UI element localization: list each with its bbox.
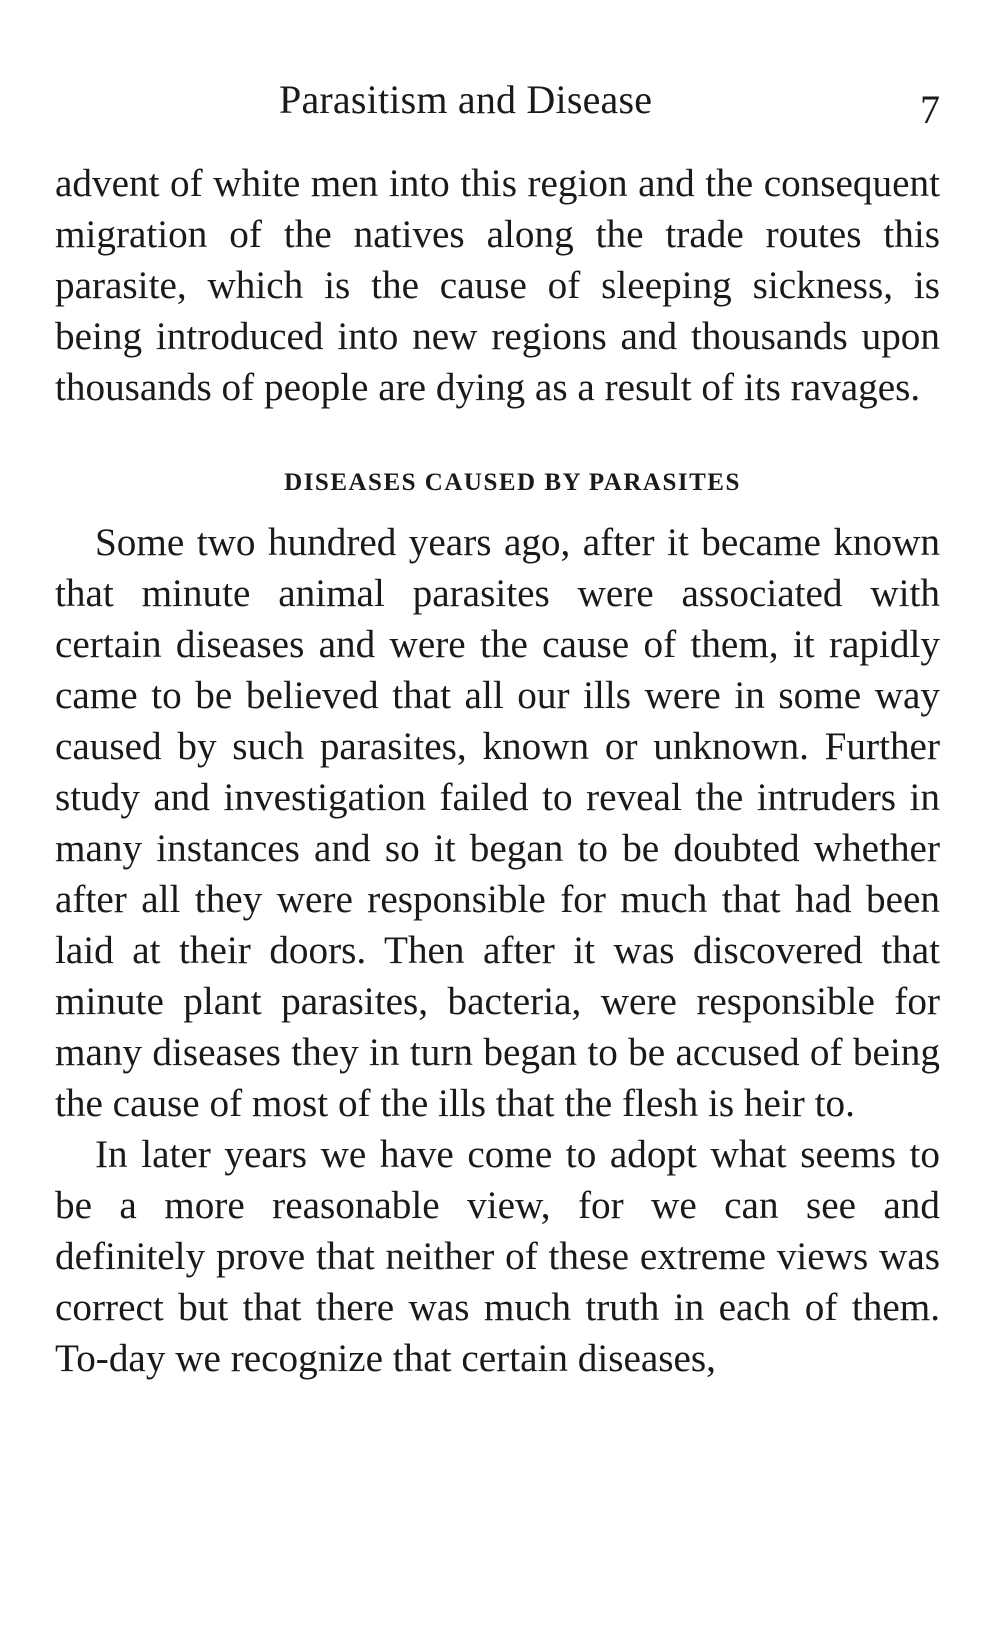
paragraph-diseases-history: Some two hundred years ago, after it became known that minute animal parasites were associated with certain diseases and were the cause of them, it rapidly came to be believed that all our ills were in some way caused by such parasites, known or unknown. Further study and investigation failed to reveal the intruders in many instances and so it began to be doubted whether after all they were responsible for much that had been laid at their doors. Then after it was discovered that minute plant parasites, bacteria, were responsible for many diseases they in turn began to be accused of being the cause of most of the ills that the flesh is heir to.	[55, 521, 940, 1125]
page-number: 7	[920, 87, 940, 132]
paragraph-modern-view: In later years we have come to adopt what seems to be a more reasonable view, for we can see and definitely prove that neither of these extreme views was correct but that there was much truth in each of them. To-day we recognize that certain diseases,	[55, 1133, 940, 1380]
running-title: Parasitism and Disease	[279, 77, 653, 122]
paragraph-continuation: advent of white men into this region and the consequent migration of the natives along the trade routes this parasite, which is the cause of sleeping sickness, is being introduced into new regions and thousands upon thousands of people are dying as a result of its ravages.	[55, 162, 940, 409]
section-heading: DISEASES CAUSED BY PARASITES	[284, 469, 741, 496]
body-text	[55, 158, 940, 1384]
book-page	[55, 0, 940, 1647]
running-head	[55, 76, 940, 136]
